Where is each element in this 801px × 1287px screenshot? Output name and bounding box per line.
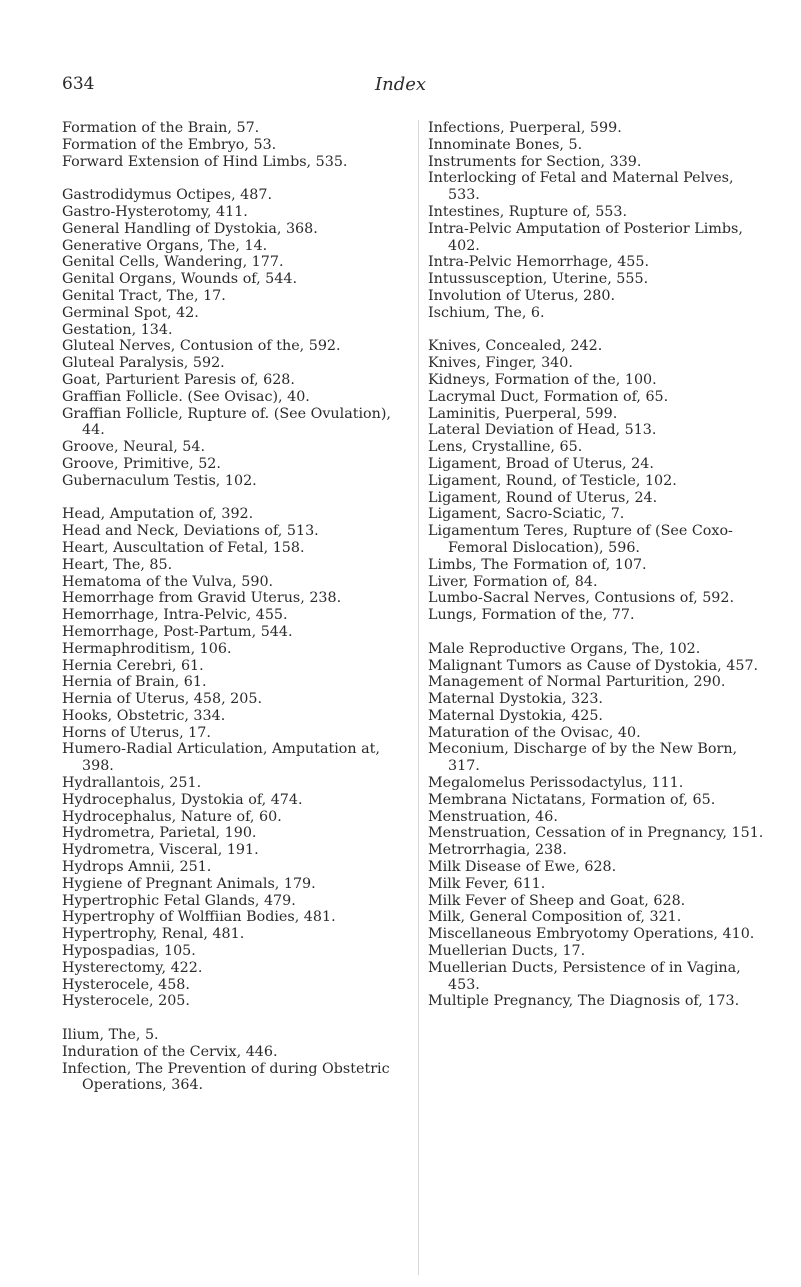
index-entry: Gestation, 134. — [62, 321, 173, 338]
index-entry: Hernia Cerebri, 61. — [62, 657, 204, 674]
index-entry: Hysterectomy, 422. — [62, 959, 203, 976]
index-entry: Heart, Auscultation of Fetal, 158. — [62, 539, 305, 556]
index-entry: Liver, Formation of, 84. — [428, 573, 598, 590]
index-entry: General Handling of Dystokia, 368. — [62, 220, 318, 237]
index-entry: Megalomelus Perissodactylus, 111. — [428, 775, 684, 792]
index-entry: Hypertrophy of Wolffiian Bodies, 481. — [62, 909, 336, 926]
index-entry: Formation of the Brain, 57. — [62, 120, 260, 136]
index-entry: Innominate Bones, 5. — [428, 136, 583, 153]
index-entry: Groove, Primitive, 52. — [62, 455, 221, 472]
index-entry: Hernia of Brain, 61. — [62, 674, 207, 691]
index-entry: Male Reproductive Organs, The, 102. — [428, 640, 701, 657]
page-header — [0, 74, 801, 104]
index-entry: Hernia of Uterus, 458, 205. — [62, 691, 262, 708]
index-entry: Hypertrophic Fetal Glands, 479. — [62, 892, 296, 909]
index-entry: Forward Extension of Hind Limbs, 535. — [62, 153, 348, 170]
section-gap — [62, 490, 407, 507]
index-entry: Knives, Concealed, 242. — [428, 338, 603, 355]
index-entry: Maternal Dystokia, 425. — [428, 707, 603, 724]
running-title: Index — [374, 74, 427, 95]
index-entry: Hydrops Amnii, 251. — [62, 859, 212, 876]
index-entry: Ligament, Round, of Testicle, 102. — [428, 472, 677, 489]
index-entry: Milk Disease of Ewe, 628. — [428, 859, 617, 876]
index-entry: Intestines, Rupture of, 553. — [428, 203, 628, 220]
index-entry: Limbs, The Formation of, 107. — [428, 556, 647, 573]
section-gap — [428, 624, 768, 641]
index-entry: Heart, The, 85. — [62, 556, 173, 573]
index-entry: Horns of Uterus, 17. — [62, 724, 211, 741]
index-entry: Genital Cells, Wandering, 177. — [62, 254, 284, 271]
index-entry: Ilium, The, 5. — [62, 1027, 159, 1044]
index-entry: Ligament, Sacro-Sciatic, 7. — [428, 506, 625, 523]
column-divider — [418, 120, 419, 1275]
index-entry: Lateral Deviation of Head, 513. — [428, 422, 657, 439]
index-entry: Groove, Neural, 54. — [62, 439, 206, 456]
section-gap — [428, 322, 768, 339]
index-entry: Milk Fever of Sheep and Goat, 628. — [428, 892, 686, 909]
index-entry: Humero-Radial Articulation, Amputation at, 398. — [62, 741, 380, 775]
index-entry: Hypertrophy, Renal, 481. — [62, 926, 245, 943]
index-entry: Knives, Finger, 340. — [428, 355, 573, 372]
index-entry: Miscellaneous Embryotomy Operations, 410. — [428, 926, 755, 943]
index-entry: Kidneys, Formation of the, 100. — [428, 371, 657, 388]
index-entry: Ligament, Round of Uterus, 24. — [428, 489, 658, 506]
section-gap — [62, 1010, 407, 1027]
index-entry: Genital Tract, The, 17. — [62, 287, 226, 304]
index-entry: Instruments for Section, 339. — [428, 153, 642, 170]
index-entry: Hemorrhage, Intra-Pelvic, 455. — [62, 607, 288, 624]
index-entry: Gluteal Paralysis, 592. — [62, 355, 225, 372]
index-entry: Infection, The Prevention of during Obstetric Operations, 364. — [62, 1060, 390, 1094]
index-entry: Graffian Follicle. (See Ovisac), 40. — [62, 388, 310, 405]
index-entry: Lumbo-Sacral Nerves, Contusions of, 592. — [428, 590, 735, 607]
index-entry: Induration of the Cervix, 446. — [62, 1043, 278, 1060]
index-entry: Infections, Puerperal, 599. — [428, 120, 622, 136]
index-entry: Multiple Pregnancy, The Diagnosis of, 173. — [428, 993, 740, 1010]
index-entry: Hysterocele, 458. — [62, 976, 190, 993]
index-entry: Gubernaculum Testis, 102. — [62, 472, 257, 489]
index-column-right — [428, 120, 768, 1010]
index-entry: Muellerian Ducts, Persistence of in Vagina, 453. — [428, 959, 741, 993]
index-entry: Maternal Dystokia, 323. — [428, 691, 603, 708]
index-entry: Hemorrhage, Post-Partum, 544. — [62, 623, 293, 640]
index-entry: Ischium, The, 6. — [428, 304, 545, 321]
index-entry: Management of Normal Parturition, 290. — [428, 674, 726, 691]
index-entry: Head, Amputation of, 392. — [62, 506, 254, 523]
index-entry: Intussusception, Uterine, 555. — [428, 271, 649, 288]
index-entry: Gluteal Nerves, Contusion of the, 592. — [62, 338, 341, 355]
index-entry: Genital Organs, Wounds of, 544. — [62, 271, 298, 288]
section-gap — [62, 170, 407, 187]
index-entry: Lens, Crystalline, 65. — [428, 439, 583, 456]
index-entry: Lungs, Formation of the, 77. — [428, 607, 635, 624]
index-entry: Hydrocephalus, Nature of, 60. — [62, 808, 282, 825]
index-entry: Metrorrhagia, 238. — [428, 842, 567, 859]
index-entry: Goat, Parturient Paresis of, 628. — [62, 371, 295, 388]
index-entry: Hydrocephalus, Dystokia of, 474. — [62, 791, 303, 808]
index-entry: Hysterocele, 205. — [62, 993, 190, 1010]
index-entry: Graffian Follicle, Rupture of. (See Ovulation), 44. — [62, 405, 391, 439]
page-number: 634 — [62, 74, 95, 94]
index-entry: Hydrallantois, 251. — [62, 775, 202, 792]
index-entry: Hygiene of Pregnant Animals, 179. — [62, 875, 316, 892]
index-entry: Hermaphroditism, 106. — [62, 640, 232, 657]
index-entry: Intra-Pelvic Hemorrhage, 455. — [428, 254, 650, 271]
index-entry: Meconium, Discharge of by the New Born, 317. — [428, 741, 738, 775]
index-entry: Membrana Nictatans, Formation of, 65. — [428, 791, 716, 808]
index-entry: Ligament, Broad of Uterus, 24. — [428, 455, 654, 472]
index-entry: Laminitis, Puerperal, 599. — [428, 405, 618, 422]
index-entry: Milk Fever, 611. — [428, 875, 546, 892]
index-entry: Head and Neck, Deviations of, 513. — [62, 523, 319, 540]
index-entry: Hooks, Obstetric, 334. — [62, 707, 226, 724]
index-entry: Milk, General Composition of, 321. — [428, 909, 682, 926]
index-entry: Formation of the Embryo, 53. — [62, 136, 277, 153]
index-entry: Generative Organs, The, 14. — [62, 237, 268, 254]
index-entry: Hypospadias, 105. — [62, 943, 196, 960]
index-entry: Hematoma of the Vulva, 590. — [62, 573, 274, 590]
index-column-left — [62, 120, 407, 1094]
index-entry: Lacrymal Duct, Formation of, 65. — [428, 388, 669, 405]
index-entry: Hydrometra, Visceral, 191. — [62, 842, 259, 859]
index-entry: Muellerian Ducts, 17. — [428, 943, 586, 960]
index-entry: Malignant Tumors as Cause of Dystokia, 457. — [428, 657, 759, 674]
index-entry: Menstruation, Cessation of in Pregnancy, 151. — [428, 825, 764, 842]
index-entry: Interlocking of Fetal and Maternal Pelves, 533. — [428, 170, 734, 204]
index-entry: Maturation of the Ovisac, 40. — [428, 724, 641, 741]
index-entry: Germinal Spot, 42. — [62, 304, 199, 321]
index-entry: Gastro-Hysterotomy, 411. — [62, 203, 248, 220]
index-entry: Involution of Uterus, 280. — [428, 287, 615, 304]
index-entry: Intra-Pelvic Amputation of Posterior Limbs, 402. — [428, 220, 743, 254]
index-entry: Hydrometra, Parietal, 190. — [62, 825, 257, 842]
index-entry: Ligamentum Teres, Rupture of (See Coxo-Femoral Dislocation), 596. — [428, 523, 733, 556]
index-entry: Gastrodidymus Octipes, 487. — [62, 187, 272, 204]
index-entry: Hemorrhage from Gravid Uterus, 238. — [62, 590, 342, 607]
index-entry: Menstruation, 46. — [428, 808, 558, 825]
